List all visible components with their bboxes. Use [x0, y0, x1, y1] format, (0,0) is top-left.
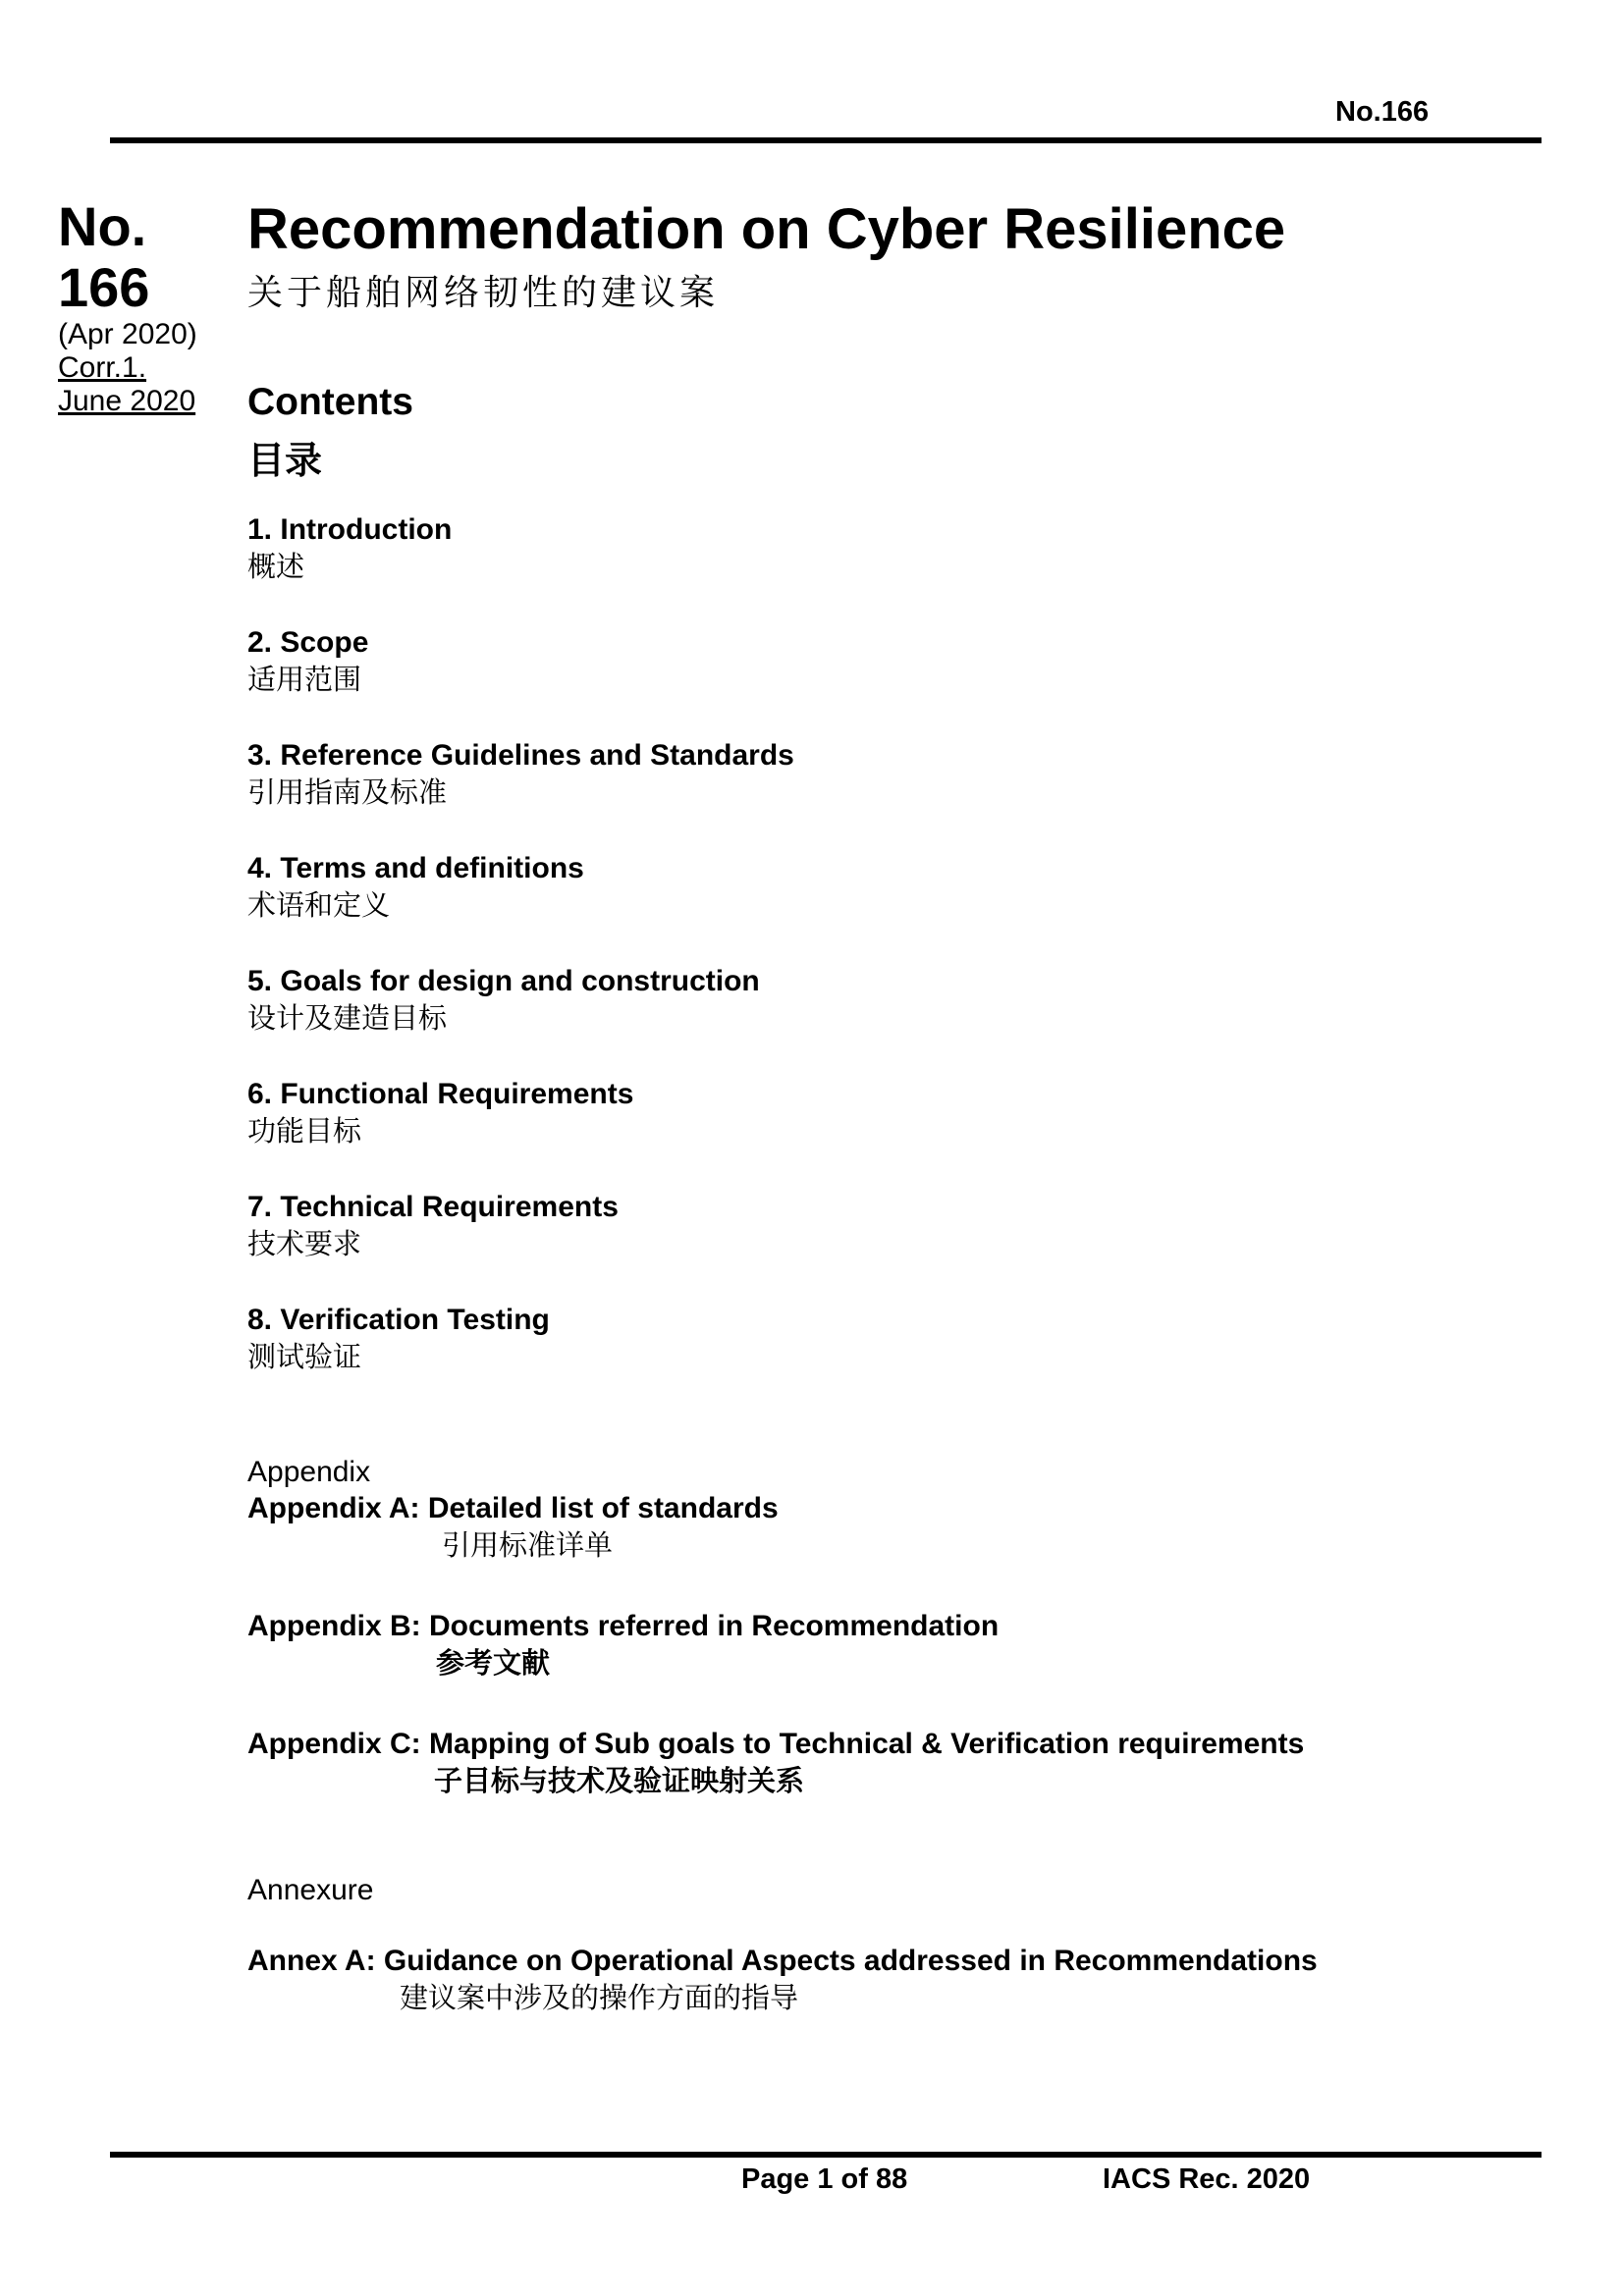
toc-item [247, 850, 1475, 925]
toc-item [247, 1076, 1475, 1150]
sidebar-corr: Corr.1. [58, 351, 147, 384]
toc-item [247, 1189, 1475, 1263]
toc-item-title-cn: 引用指南及标准 [247, 777, 448, 809]
appendix-title: Mapping of Sub goals to Technical & Verification requirements [429, 1728, 1305, 1760]
appendix-label: Appendix A: [247, 1492, 420, 1524]
appendix-label: Appendix C: [247, 1728, 421, 1760]
toc-item-title-cn: 术语和定义 [247, 890, 391, 922]
toc-item [247, 1302, 1475, 1376]
appendix-title-cn: 参考文献 [436, 1648, 551, 1680]
sidebar-corr-date: June 2020 [58, 385, 196, 417]
page-title: Recommendation on Cyber Resilience [247, 197, 1286, 261]
toc-item-title: 3. Reference Guidelines and Standards [247, 739, 794, 772]
sidebar-date: (Apr 2020) [58, 318, 197, 350]
annexure-heading: Annexure [247, 1874, 374, 1906]
annex-item [247, 1943, 1475, 2017]
appendix-title-cn: 子目标与技术及验证映射关系 [434, 1766, 805, 1797]
toc-item-title-cn: 技术要求 [247, 1229, 362, 1260]
header-doc-number: No.166 [1335, 96, 1430, 128]
toc-item-title-cn: 适用范围 [247, 665, 362, 696]
contents-heading: Contents [247, 381, 413, 423]
annex-title-cn: 建议案中涉及的操作方面的指导 [400, 1983, 799, 2014]
toc-item-title: 2. Scope [247, 626, 369, 659]
appendix-label: Appendix B: [247, 1610, 421, 1642]
toc-item [247, 963, 1475, 1038]
toc-item-title: 5. Goals for design and construction [247, 965, 760, 997]
footer-org: IACS Rec. 2020 [1103, 2163, 1311, 2195]
page-title-cn: 关于船舶网络韧性的建议案 [247, 272, 720, 312]
sidebar [58, 196, 225, 418]
toc-item-title: 7. Technical Requirements [247, 1191, 619, 1223]
contents-heading-cn: 目录 [247, 441, 323, 482]
toc-item [247, 737, 1475, 812]
appendix-item [247, 1726, 1475, 1800]
header-rule [110, 137, 1542, 143]
appendix-title-cn: 引用标准详单 [442, 1530, 614, 1562]
appendix-title: Detailed list of standards [427, 1492, 779, 1524]
toc-item-title: 4. Terms and definitions [247, 852, 584, 884]
sidebar-number: 166 [58, 256, 150, 318]
footer-page-number: Page 1 of 88 [741, 2163, 908, 2195]
toc-item-title-cn: 设计及建造目标 [247, 1003, 448, 1035]
toc-item-title-cn: 测试验证 [247, 1342, 362, 1373]
footer-rule [110, 2152, 1542, 2158]
appendix-title: Documents referred in Recommendation [429, 1610, 1000, 1642]
toc-item-title-cn: 概述 [247, 552, 305, 583]
appendix-item [247, 1608, 1475, 1682]
toc-item-title: 6. Functional Requirements [247, 1078, 634, 1110]
toc-item-title: 1. Introduction [247, 513, 453, 546]
annex-label: Annex A [247, 1945, 366, 1977]
appendix-heading: Appendix [247, 1456, 371, 1488]
toc-item [247, 511, 1475, 586]
appendix-item [247, 1490, 1475, 1565]
sidebar-no-label: No. [58, 195, 147, 257]
toc-item-title: 8. Verification Testing [247, 1304, 550, 1336]
toc-item-title-cn: 功能目标 [247, 1116, 362, 1148]
annex-title: Guidance on Operational Aspects addressed in Recommendations [383, 1945, 1318, 1977]
toc-item [247, 624, 1475, 699]
annex-colon: : [365, 1945, 376, 1977]
